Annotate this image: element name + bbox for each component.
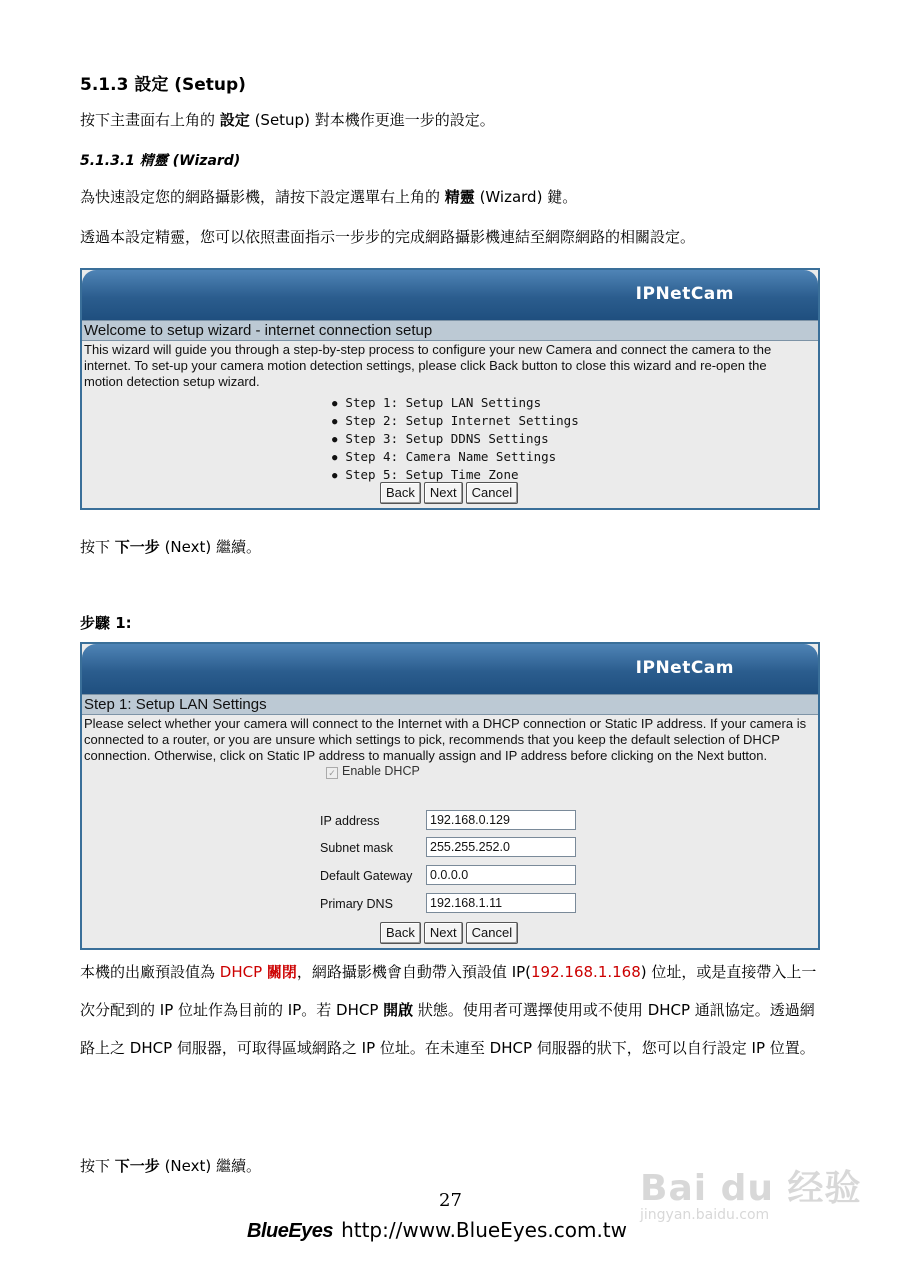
lan-button-row xyxy=(380,922,518,944)
wizard-banner xyxy=(82,270,818,320)
dhcp-p1-red: DHCP xyxy=(219,963,267,981)
enable-dhcp-checkbox[interactable] xyxy=(326,764,420,779)
subsection-title: 5.1.3.1 精靈 (Wizard) xyxy=(80,153,241,169)
lan-description: Please select whether your camera will connect to the Internet with a DHCP connection or Static IP address. If your camera is connected to a router, or you are unsure which settings to pick, recommends that you keep the default selection of DHCP connection. Otherwise, click on Static IP address to manually assign and IP address before clicking on the Next button. xyxy=(84,716,807,763)
baidu-watermark xyxy=(640,1160,862,1223)
dhcp-p1: 本機的出廠預設值為 xyxy=(80,963,220,981)
line1-suffix: (Wizard) 鍵。 xyxy=(474,188,578,206)
ip-address-input[interactable]: 192.168.0.129 xyxy=(426,810,576,830)
next-instruction-2 xyxy=(80,1155,261,1176)
dhcp-p3: ) 位址，或是直接帶入上一次分配到的 IP 位址作為目前的 IP。若 DHCP xyxy=(80,963,817,1019)
watermark-url: jingyan.baidu.com xyxy=(640,1207,770,1223)
lan-title: Step 1: Setup LAN Settings xyxy=(82,694,818,715)
next-bold: 下一步 xyxy=(114,538,160,556)
next-suffix: (Next) 繼續。 xyxy=(159,538,261,556)
wizard-title: Welcome to setup wizard - internet connection setup xyxy=(82,320,818,341)
wizard-step-item: ● Step 4: Camera Name Settings xyxy=(332,449,579,467)
wizard-description: This wizard will guide you through a step-by-step process to configure your new Camera and connect the camera to the internet. To set-up your camera motion detection settings, please click Back button to close this wizard and re-open the motion detection setup wizard. xyxy=(84,342,772,389)
section-intro xyxy=(80,109,495,130)
intro-suffix: (Setup) 對本機作更進一步的設定。 xyxy=(249,111,495,129)
next2-prefix: 按下 xyxy=(80,1157,115,1175)
back-button[interactable]: Back xyxy=(380,482,421,504)
primary-dns-label: Primary DNS xyxy=(320,897,393,911)
back-button[interactable]: Back xyxy=(380,922,421,944)
enable-dhcp-label: Enable DHCP xyxy=(342,764,420,778)
checkbox-check-icon: ✓ xyxy=(326,767,338,779)
page-number: 27 xyxy=(439,1190,462,1211)
dhcp-p3-bold: 開啟 xyxy=(383,1001,414,1019)
default-gateway-label: Default Gateway xyxy=(320,869,413,883)
subsection-line2: 透過本設定精靈，您可以依照畫面指示一步步的完成網路攝影機連結至網際網路的相關設定。 xyxy=(80,228,696,246)
next2-bold: 下一步 xyxy=(114,1157,160,1175)
wizard-brand: IPNetCam xyxy=(635,284,734,304)
next2-suffix: (Next) 繼續。 xyxy=(159,1157,261,1175)
cancel-button[interactable]: Cancel xyxy=(466,922,518,944)
footer-brand xyxy=(247,1218,627,1243)
watermark-logo: Bai du 经验 xyxy=(640,1168,862,1209)
wizard-step-item: ● Step 1: Setup LAN Settings xyxy=(332,395,579,413)
wizard-step-list xyxy=(332,395,579,485)
wizard-step-item: ● Step 3: Setup DDNS Settings xyxy=(332,431,579,449)
wizard-step-item: ● Step 5: Setup Time Zone xyxy=(332,467,579,485)
line1-prefix: 為快速設定您的網路攝影機，請按下設定選單右上角的 xyxy=(80,188,445,206)
subsection-line1 xyxy=(80,186,577,207)
dhcp-p2: ，網路攝影機會自動帶入預設值 IP( xyxy=(296,963,532,981)
section-title: 5.1.3 設定 (Setup) xyxy=(80,75,246,95)
default-gateway-input[interactable]: 0.0.0.0 xyxy=(426,865,576,885)
next-instruction xyxy=(80,536,261,557)
lan-banner xyxy=(82,644,818,694)
wizard-panel xyxy=(80,268,820,510)
footer-url[interactable]: http://www.BlueEyes.com.tw xyxy=(341,1218,628,1242)
wizard-button-row xyxy=(380,482,518,504)
dhcp-p1-red-bold: 關閉 xyxy=(266,963,297,981)
subnet-mask-input[interactable]: 255.255.252.0 xyxy=(426,837,576,857)
next-prefix: 按下 xyxy=(80,538,115,556)
subnet-mask-label: Subnet mask xyxy=(320,841,393,855)
intro-prefix: 按下主畫面右上角的 xyxy=(80,111,220,129)
ip-address-label: IP address xyxy=(320,814,380,828)
blueeyes-logo: BlueEyes xyxy=(247,1220,334,1242)
next-button[interactable]: Next xyxy=(424,922,463,944)
lan-panel xyxy=(80,642,820,950)
intro-bold: 設定 xyxy=(219,111,250,129)
dhcp-paragraph xyxy=(80,953,825,1067)
primary-dns-input[interactable]: 192.168.1.11 xyxy=(426,893,576,913)
step1-heading: 步驟 1: xyxy=(80,614,132,632)
wizard-step-item: ● Step 2: Setup Internet Settings xyxy=(332,413,579,431)
next-button[interactable]: Next xyxy=(424,482,463,504)
lan-brand: IPNetCam xyxy=(635,658,734,678)
cancel-button[interactable]: Cancel xyxy=(466,482,518,504)
dhcp-p4: 狀態。使用者可選擇使用或不使用 DHCP 通訊協定。透過網路上之 DHCP 伺服器，可取得區域網路之 IP 位址。在未連至 DHCP 伺服器的狀下，您可以自行設定 IP 位置。 xyxy=(80,1001,815,1057)
default-ip-value: 192.168.1.168 xyxy=(531,963,641,981)
line1-bold: 精靈 xyxy=(444,188,475,206)
